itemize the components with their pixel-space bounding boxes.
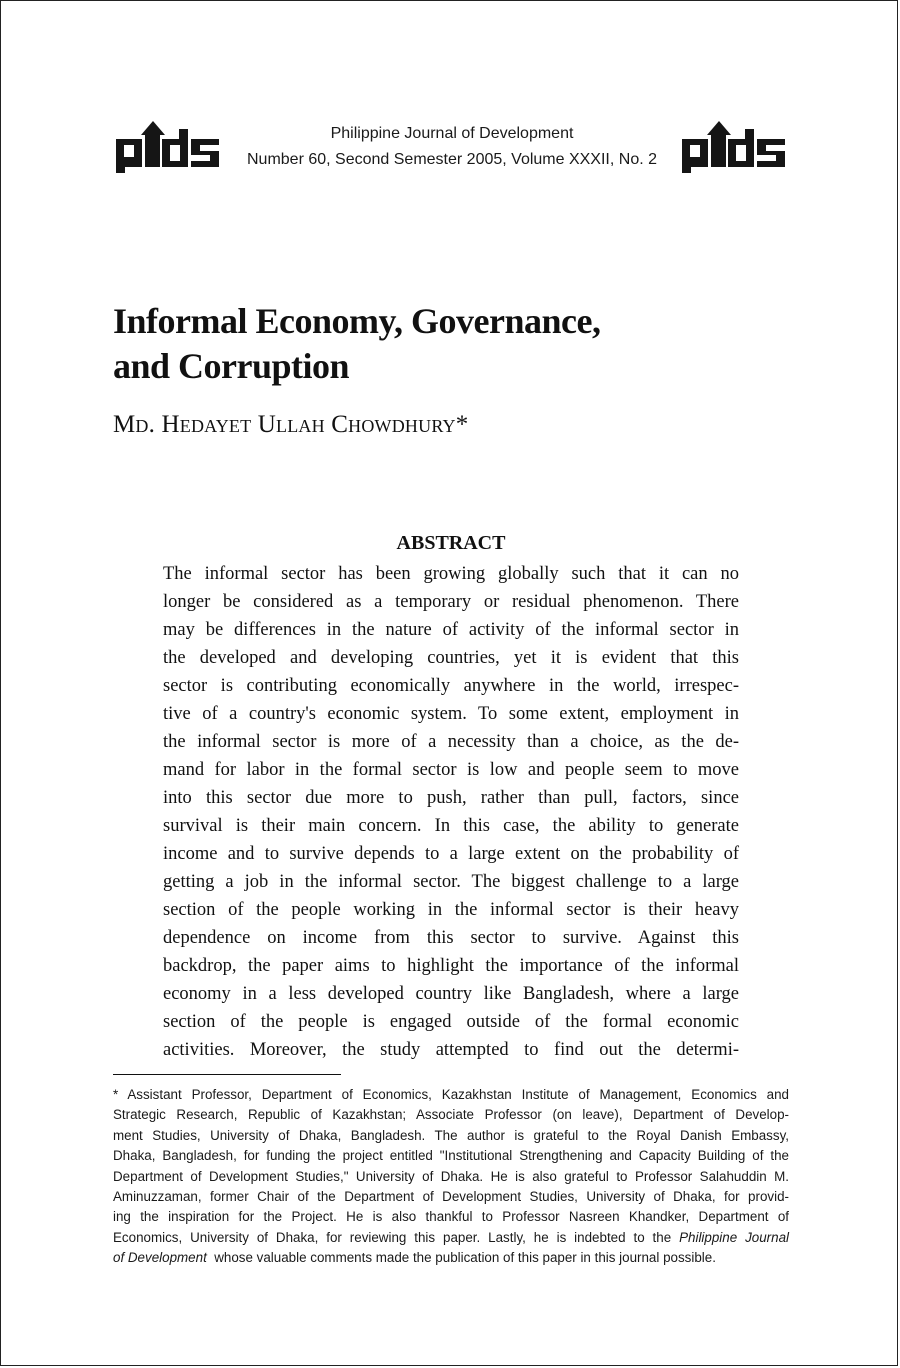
abstract-line: activities. Moreover, the study attempted to find out the determi- — [163, 1040, 739, 1060]
abstract-line: backdrop, the paper aims to highlight the importance of the informal — [163, 956, 739, 976]
abstract-line: section of the people working in the informal sector is their heavy — [163, 900, 739, 920]
footnote-line: Department of Development Studies," University of Dhaka. He is also grateful to Professor Salahuddin M. — [113, 1168, 789, 1184]
title-line-2: and Corruption — [113, 346, 350, 386]
pids-logo-right — [679, 117, 789, 173]
footnote-line — [113, 1228, 789, 1248]
journal-title-italic: of Development — [113, 1250, 207, 1266]
abstract-line: getting a job in the informal sector. The biggest challenge to a large — [163, 872, 739, 892]
footnote-line: Dhaka, Bangladesh, for funding the project entitled "Institutional Strengthening and Capacity Building of the — [113, 1148, 789, 1164]
abstract-line: mand for labor in the formal sector is low and people seem to move — [163, 760, 739, 780]
footnote-line: ment Studies, University of Dhaka, Bangladesh. The author is grateful to the Royal Danish Embassy, — [113, 1127, 789, 1143]
journal-name: Philippine Journal of Development — [330, 125, 574, 142]
abstract-line: section of the people is engaged outside of the formal economic — [163, 1012, 739, 1032]
article-title — [113, 299, 753, 389]
abstract-line: economy in a less developed country like Bangladesh, where a large — [163, 984, 739, 1004]
abstract-line: the informal sector is more of a necessity than a choice, as the de- — [163, 732, 739, 752]
abstract-line: may be differences in the nature of activity of the informal sector in — [163, 620, 739, 640]
footnote-line: ing the inspiration for the Project. He is also thankful to Professor Nasreen Khandker, Department of — [113, 1209, 789, 1225]
abstract-line: sector is contributing economically anywhere in the world, irrespec- — [163, 676, 739, 696]
abstract-line: dependence on income from this sector to survive. Against this — [163, 928, 739, 948]
footnote-line — [113, 1248, 789, 1268]
abstract-line: longer be considered as a temporary or residual phenomenon. There — [163, 592, 739, 612]
footnote-line: Aminuzzaman, former Chair of the Department of Development Studies, University of Dhaka, for provid- — [113, 1188, 789, 1204]
footnote-text: whose valuable comments made the publication of this paper in this journal possible. — [206, 1250, 716, 1266]
abstract-line: survival is their main concern. In this case, the ability to generate — [163, 816, 739, 836]
journal-issue: Number 60, Second Semester 2005, Volume XXXII, No. 2 — [247, 151, 657, 168]
pids-logo-left — [113, 117, 223, 173]
footnote-divider — [113, 1074, 341, 1075]
journal-title-italic: Philippine Journal — [679, 1229, 789, 1245]
footnote-text: Economics, University of Dhaka, for reviewing this paper. Lastly, he is indebted to the — [113, 1229, 680, 1245]
author-name: Md. Hedayet Ullah Chowdhury* — [113, 411, 469, 438]
abstract-line: tive of a country's economic system. To some extent, employment in — [163, 704, 739, 724]
abstract-heading: ABSTRACT — [396, 532, 506, 554]
abstract-line: The informal sector has been growing globally such that it can no — [163, 564, 739, 584]
abstract-line: income and to survive depends to a large extent on the probability of — [163, 844, 739, 864]
footnote-line: * Assistant Professor, Department of Economics, Kazakhstan Institute of Management, Economics and — [113, 1087, 789, 1102]
abstract-line: into this sector due more to push, rather than pull, factors, since — [163, 788, 739, 808]
footnote-line: Strategic Research, Republic of Kazakhstan; Associate Professor (on leave), Department of Develop- — [113, 1107, 789, 1123]
abstract-body — [163, 560, 739, 1064]
pids-logo-icon — [679, 117, 789, 173]
author-footnote — [113, 1085, 789, 1269]
abstract-line: the developed and developing countries, yet it is evident that this — [163, 648, 739, 668]
title-line-1: Informal Economy, Governance, — [113, 301, 601, 341]
pids-logo-icon — [113, 117, 223, 173]
